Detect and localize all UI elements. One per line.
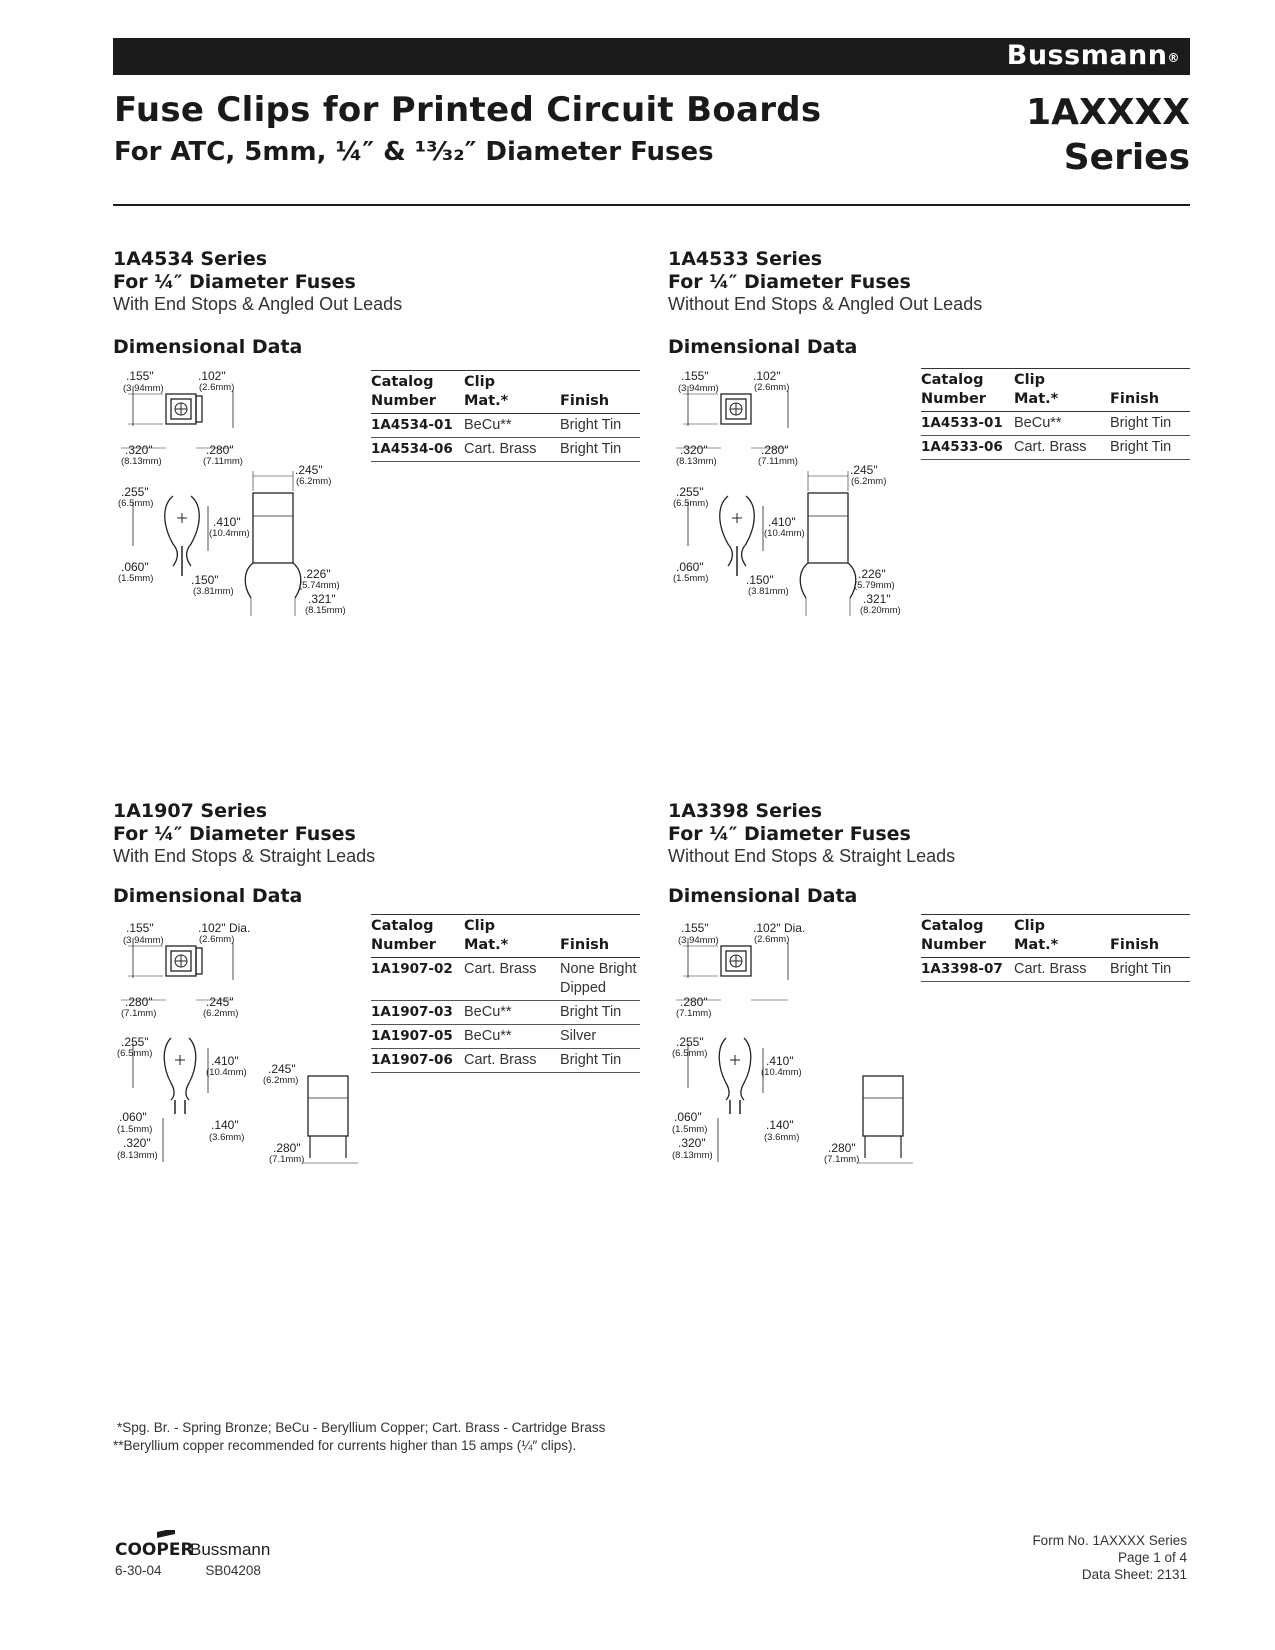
- catalog-number: 1A1907-06: [371, 1049, 464, 1073]
- col-header-material: Clip Mat.*: [1014, 915, 1110, 958]
- finish: None Bright Dipped: [560, 958, 640, 1001]
- catalog-table: [371, 914, 640, 1073]
- footer-left: [115, 1563, 261, 1578]
- series-title: 1A4533 Series: [668, 248, 823, 270]
- series-title: 1A3398 Series: [668, 800, 823, 822]
- clip-end-view: [863, 1076, 903, 1136]
- dimension-label: (7.1mm): [269, 1154, 305, 1165]
- dimension-label: (6.2mm): [203, 1008, 239, 1019]
- catalog-number: 1A4533-06: [921, 436, 1014, 460]
- clip-material: Cart. Brass: [464, 438, 560, 462]
- footer-right: [1032, 1532, 1187, 1583]
- dimension-label: .320": [680, 443, 708, 457]
- dimension-label: (2.6mm): [199, 934, 235, 945]
- dimension-label: (2.6mm): [199, 382, 235, 393]
- dimension-label: .410": [213, 515, 241, 529]
- footer-code: SB04208: [205, 1563, 261, 1578]
- logo-cooper: COOPER: [115, 1540, 194, 1560]
- finish: Bright Tin: [1110, 412, 1190, 436]
- series-subtitle: For ¼″ Diameter Fuses: [668, 271, 911, 293]
- table-row: [371, 414, 640, 438]
- finish: Bright Tin: [560, 414, 640, 438]
- dimension-label: .060": [121, 560, 149, 574]
- dimension-label: .102": [753, 369, 781, 383]
- clip-end-view: [308, 1076, 348, 1136]
- dimension-label: (2.6mm): [754, 382, 790, 393]
- table-row: [371, 1049, 640, 1073]
- dimension-label: .280": [828, 1141, 856, 1155]
- series-description: Without End Stops & Angled Out Leads: [668, 294, 983, 314]
- dimension-label: (8.13mm): [117, 1150, 158, 1161]
- dimension-label: .280": [206, 443, 234, 457]
- dimensional-data-title: Dimensional Data: [668, 885, 858, 907]
- dimension-label: (6.5mm): [118, 498, 154, 509]
- clip-material: BeCu**: [464, 1025, 560, 1049]
- table-row: [921, 412, 1190, 436]
- catalog-table: [371, 370, 640, 462]
- finish: Bright Tin: [560, 438, 640, 462]
- finish: Bright Tin: [1110, 436, 1190, 460]
- dimension-label: .321": [863, 592, 891, 606]
- dimension-label: (8.13mm): [676, 456, 717, 467]
- logo-swoosh-icon: [157, 1530, 175, 1538]
- dimension-label: (5.74mm): [299, 580, 340, 591]
- dimension-label: (6.2mm): [851, 476, 887, 487]
- footnote-1: *Spg. Br. - Spring Bronze; BeCu - Beryllium Copper; Cart. Brass - Cartridge Brass: [117, 1420, 606, 1435]
- header-divider: [113, 204, 1190, 206]
- dimensional-drawing: [113, 366, 363, 641]
- dimension-label: .320": [123, 1136, 151, 1150]
- series-subtitle: For ¼″ Diameter Fuses: [668, 823, 911, 845]
- dimension-label: .245": [268, 1062, 296, 1076]
- dimensional-data-title: Dimensional Data: [113, 336, 303, 358]
- table-row: [921, 958, 1190, 982]
- dimension-label: (1.5mm): [117, 1124, 153, 1135]
- series-title: 1A1907 Series: [113, 800, 268, 822]
- clip-material: Cart. Brass: [464, 958, 560, 1001]
- catalog-number: 1A1907-02: [371, 958, 464, 1001]
- catalog-number: 1A4534-01: [371, 414, 464, 438]
- dimension-label: (6.5mm): [117, 1048, 153, 1059]
- dimension-label: (3.94mm): [123, 935, 164, 946]
- col-header-material: Clip Mat.*: [464, 371, 560, 414]
- dimension-label: .280": [680, 995, 708, 1009]
- page-number: Page 1 of 4: [1117, 1550, 1187, 1565]
- finish: Bright Tin: [1110, 958, 1190, 982]
- col-header-finish: Finish: [1110, 915, 1190, 958]
- clip-material: BeCu**: [1014, 412, 1110, 436]
- clip-drawing: [113, 918, 363, 1188]
- dimension-label: .060": [674, 1110, 702, 1124]
- dimension-label: (8.20mm): [860, 605, 901, 616]
- col-header-finish: Finish: [560, 915, 640, 958]
- dimension-label: (3.81mm): [748, 586, 789, 597]
- series-subtitle: For ¼″ Diameter Fuses: [113, 823, 356, 845]
- series-section-1a1907: [113, 800, 653, 1280]
- finish: Silver: [560, 1025, 640, 1049]
- table-header-row: [371, 371, 640, 414]
- catalog-number: 1A4533-01: [921, 412, 1014, 436]
- dimension-label: .140": [211, 1118, 239, 1132]
- series-section-1a4534: [113, 248, 653, 728]
- col-header-finish: Finish: [1110, 369, 1190, 412]
- series-description: With End Stops & Straight Leads: [113, 846, 376, 866]
- dimension-label: (1.5mm): [672, 1124, 708, 1135]
- col-header-material: Clip Mat.*: [1014, 369, 1110, 412]
- dimension-label: .280": [125, 995, 153, 1009]
- dimension-label: (7.1mm): [824, 1154, 860, 1165]
- dimension-label: (8.13mm): [672, 1150, 713, 1161]
- dimension-label: .102": [198, 369, 226, 383]
- dimension-label: .140": [766, 1118, 794, 1132]
- dimension-label: (10.4mm): [764, 528, 805, 539]
- series-code: 1AXXXX Series: [1026, 92, 1190, 178]
- clip-drawing: [668, 918, 918, 1188]
- catalog-table: [921, 914, 1190, 982]
- dimension-label: (6.5mm): [672, 1048, 708, 1059]
- dimension-label: .410": [211, 1054, 239, 1068]
- dimension-label: .155": [126, 369, 154, 383]
- series-title: 1A4534 Series: [113, 248, 268, 270]
- dimension-label: .102" Dia.: [753, 921, 806, 935]
- dimension-label: .226": [303, 567, 331, 581]
- series-description: Without End Stops & Straight Leads: [668, 846, 956, 866]
- clip-drawing: [668, 366, 918, 636]
- dimension-label: .255": [676, 485, 704, 499]
- dimension-label: .060": [119, 1110, 147, 1124]
- finish: Bright Tin: [560, 1049, 640, 1073]
- page-title: Fuse Clips for Printed Circuit Boards: [114, 90, 822, 130]
- brand-name: Bussmann®: [1006, 40, 1180, 71]
- dimension-label: (6.5mm): [673, 498, 709, 509]
- col-header-catalog: Catalog Number: [371, 371, 464, 414]
- series-description: With End Stops & Angled Out Leads: [113, 294, 403, 314]
- table-row: [371, 438, 640, 462]
- dimension-label: .245": [295, 463, 323, 477]
- col-header-catalog: Catalog Number: [921, 369, 1014, 412]
- dimension-label: (8.13mm): [121, 456, 162, 467]
- col-header-finish: Finish: [560, 371, 640, 414]
- header-bar: [113, 38, 1190, 75]
- dimension-label: .255": [121, 1035, 149, 1049]
- table-header-row: [921, 369, 1190, 412]
- clip-side-view: [720, 496, 733, 566]
- series-section-1a3398: [668, 800, 1208, 1280]
- dimension-label: (6.2mm): [263, 1075, 299, 1086]
- clip-material: Cart. Brass: [1014, 436, 1110, 460]
- dimension-label: (1.5mm): [673, 573, 709, 584]
- clip-side-view: [165, 496, 178, 566]
- clip-end-view: [808, 493, 848, 563]
- table-header-row: [371, 915, 640, 958]
- dimension-label: (7.11mm): [758, 456, 798, 467]
- dimension-label: (3.94mm): [123, 383, 164, 394]
- clip-drawing: [113, 366, 363, 636]
- dimension-label: .320": [125, 443, 153, 457]
- dimension-label: .150": [746, 573, 774, 587]
- dimensional-drawing: [668, 366, 918, 641]
- cooper-bussmann-logo: [115, 1530, 295, 1565]
- dimension-label: (10.4mm): [209, 528, 250, 539]
- clip-material: BeCu**: [464, 1001, 560, 1025]
- dimension-label: .280": [761, 443, 789, 457]
- dimension-label: (10.4mm): [206, 1067, 247, 1078]
- footnotes: [113, 1419, 605, 1455]
- catalog-number: 1A3398-07: [921, 958, 1014, 982]
- footnote-2: **Beryllium copper recommended for currents higher than 15 amps (¼″ clips).: [113, 1438, 577, 1453]
- footer-date: 6-30-04: [115, 1563, 162, 1578]
- dimension-label: .255": [121, 485, 149, 499]
- dimension-label: .226": [858, 567, 886, 581]
- dimension-label: .255": [676, 1035, 704, 1049]
- data-sheet-number: Data Sheet: 2131: [1081, 1567, 1187, 1582]
- dimension-label: .102" Dia.: [198, 921, 251, 935]
- dimension-label: (3.6mm): [209, 1132, 245, 1143]
- form-number: Form No. 1AXXXX Series: [1032, 1533, 1187, 1548]
- table-row: [371, 1025, 640, 1049]
- dimension-label: .155": [681, 921, 709, 935]
- col-header-catalog: Catalog Number: [371, 915, 464, 958]
- catalog-number: 1A1907-03: [371, 1001, 464, 1025]
- dimension-label: .060": [676, 560, 704, 574]
- dimension-label: (7.11mm): [203, 456, 243, 467]
- catalog-number: 1A1907-05: [371, 1025, 464, 1049]
- clip-end-view: [253, 493, 293, 563]
- dimension-label: (2.6mm): [754, 934, 790, 945]
- table-header-row: [921, 915, 1190, 958]
- dimension-label: (8.15mm): [305, 605, 346, 616]
- dimension-label: (3.6mm): [764, 1132, 800, 1143]
- dimension-label: .245": [850, 463, 878, 477]
- dimensional-data-title: Dimensional Data: [668, 336, 858, 358]
- col-header-catalog: Catalog Number: [921, 915, 1014, 958]
- series-subtitle: For ¼″ Diameter Fuses: [113, 271, 356, 293]
- finish: Bright Tin: [560, 1001, 640, 1025]
- clip-side-view: [719, 1038, 729, 1100]
- dimension-label: .280": [273, 1141, 301, 1155]
- dimension-label: .321": [308, 592, 336, 606]
- page-subtitle: For ATC, 5mm, ¼″ & ¹³⁄₃₂″ Diameter Fuses: [114, 137, 714, 167]
- dimension-label: .410": [768, 515, 796, 529]
- dimension-label: (7.1mm): [121, 1008, 157, 1019]
- clip-side-view: [164, 1038, 174, 1100]
- dimension-label: .155": [681, 369, 709, 383]
- dimension-label: (7.1mm): [676, 1008, 712, 1019]
- clip-material: BeCu**: [464, 414, 560, 438]
- dimension-label: .320": [678, 1136, 706, 1150]
- table-row: [371, 1001, 640, 1025]
- series-section-1a4533: [668, 248, 1208, 728]
- dimension-label: (5.79mm): [854, 580, 895, 591]
- dimension-label: .410": [766, 1054, 794, 1068]
- clip-material: Cart. Brass: [464, 1049, 560, 1073]
- dimensional-drawing: [113, 918, 363, 1193]
- dimension-label: (1.5mm): [118, 573, 154, 584]
- table-row: [921, 436, 1190, 460]
- catalog-number: 1A4534-06: [371, 438, 464, 462]
- dimension-label: (3.94mm): [678, 383, 719, 394]
- dimension-label: .245": [206, 995, 234, 1009]
- dimension-label: (10.4mm): [761, 1067, 802, 1078]
- dimension-label: (3.94mm): [678, 935, 719, 946]
- dimension-label: .150": [191, 573, 219, 587]
- dimension-label: (6.2mm): [296, 476, 332, 487]
- catalog-table: [921, 368, 1190, 460]
- col-header-material: Clip Mat.*: [464, 915, 560, 958]
- dimension-label: (3.81mm): [193, 586, 234, 597]
- clip-material: Cart. Brass: [1014, 958, 1110, 982]
- dimensional-data-title: Dimensional Data: [113, 885, 303, 907]
- dimensional-drawing: [668, 918, 918, 1193]
- table-row: [371, 958, 640, 1001]
- dimension-label: .155": [126, 921, 154, 935]
- logo-bussmann: Bussmann: [190, 1540, 271, 1559]
